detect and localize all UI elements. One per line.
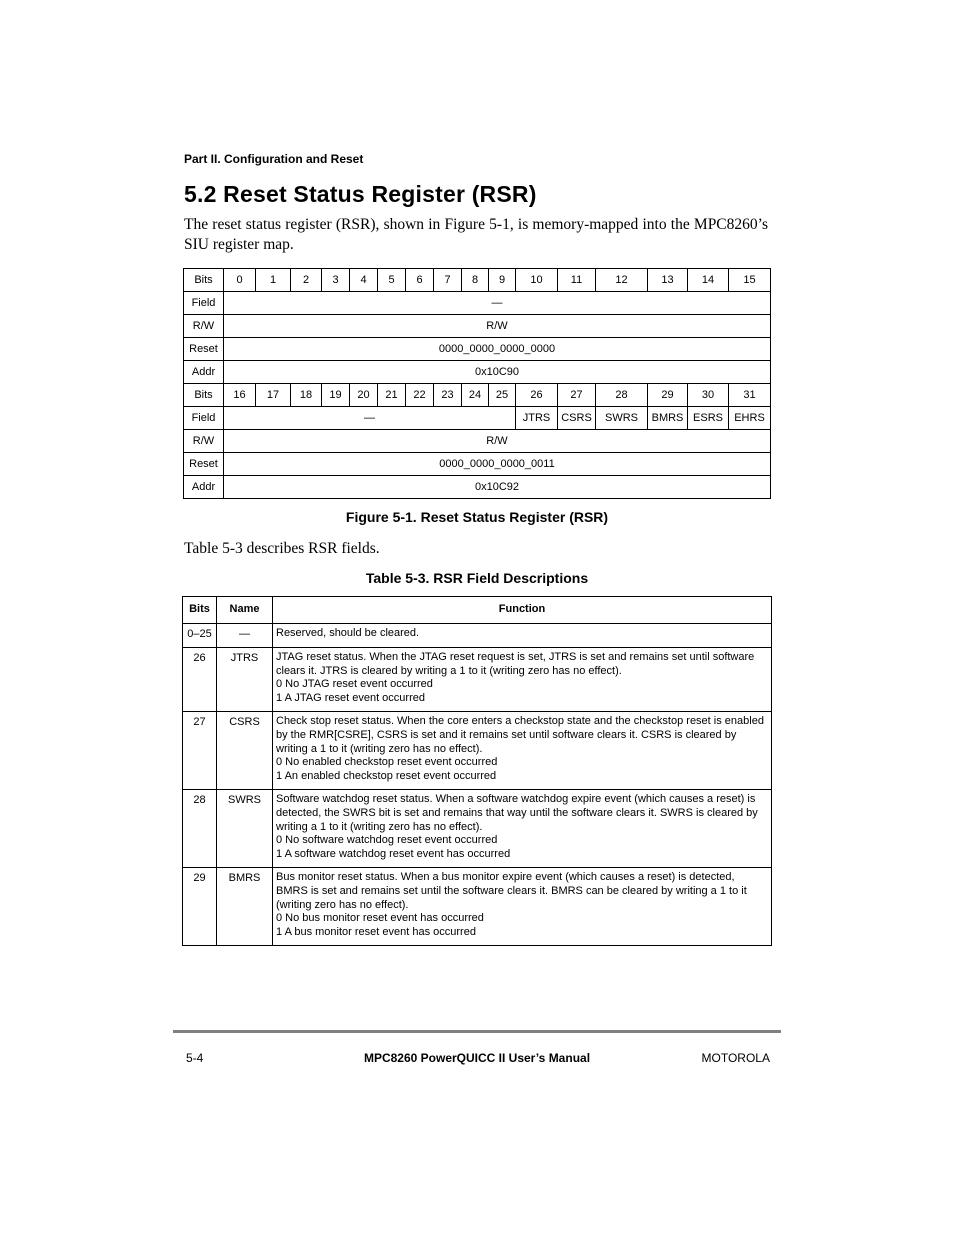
bit-number: 30 — [688, 384, 729, 407]
figure-caption: Figure 5-1. Reset Status Register (RSR) — [345, 509, 609, 525]
table-row — [183, 647, 772, 711]
value-one-description: 1 An enabled checkstop reset event occurred — [276, 770, 497, 783]
table-row — [183, 624, 772, 648]
table-reference-text: Table 5-3 describes RSR fields. — [184, 540, 380, 557]
name-cell: — — [217, 624, 273, 648]
table-header-row — [183, 597, 772, 624]
bit-number: 11 — [558, 269, 596, 292]
function-description: Software watchdog reset status. When a software watchdog expire event (which causes a reset) is detected, the SWRS bit is set and remains that way until the software clears it. SWRS is cleared by writing a 1 to it (writing zero has no effect). — [276, 792, 758, 833]
lower-reset-row — [184, 453, 771, 476]
reserved-field: — — [224, 292, 771, 315]
register-diagram — [183, 268, 771, 499]
lower-addr-row — [184, 476, 771, 499]
field-bmrs: BMRS — [648, 407, 688, 430]
row-label: Field — [184, 407, 224, 430]
bits-cell: 27 — [183, 711, 217, 789]
bit-number: 5 — [378, 269, 406, 292]
bit-number: 3 — [322, 269, 350, 292]
row-label: Addr — [184, 361, 224, 384]
bits-cell: 26 — [183, 647, 217, 711]
bit-number: 10 — [516, 269, 558, 292]
bit-number: 6 — [406, 269, 434, 292]
row-label: Reset — [184, 338, 224, 361]
table-row — [183, 789, 772, 867]
bit-number: 7 — [434, 269, 462, 292]
row-label: Bits — [184, 384, 224, 407]
bit-number: 18 — [291, 384, 322, 407]
function-cell — [273, 867, 772, 945]
bit-number: 28 — [596, 384, 648, 407]
page-number: 5-4 — [186, 1051, 204, 1065]
bit-number: 20 — [350, 384, 378, 407]
column-header-name: Name — [217, 597, 273, 624]
name-cell: BMRS — [217, 867, 273, 945]
upper-field-row — [184, 292, 771, 315]
bits-cell: 28 — [183, 789, 217, 867]
field-jtrs: JTRS — [516, 407, 558, 430]
upper-rw-row — [184, 315, 771, 338]
function-cell — [273, 789, 772, 867]
function-cell — [273, 647, 772, 711]
bit-number: 17 — [256, 384, 291, 407]
lower-rw-row — [184, 430, 771, 453]
row-label: Field — [184, 292, 224, 315]
bit-number: 31 — [729, 384, 771, 407]
manual-title: MPC8260 PowerQUICC II User’s Manual — [363, 1051, 591, 1065]
bit-number: 29 — [648, 384, 688, 407]
bit-number: 26 — [516, 384, 558, 407]
bit-number: 12 — [596, 269, 648, 292]
row-label: Bits — [184, 269, 224, 292]
field-descriptions-table — [182, 596, 772, 946]
lower-field-row — [184, 407, 771, 430]
bit-number: 14 — [688, 269, 729, 292]
bit-number: 9 — [489, 269, 516, 292]
value-one-description: 1 A JTAG reset event occurred — [276, 692, 425, 705]
upper-addr-row — [184, 361, 771, 384]
field-swrs: SWRS — [596, 407, 648, 430]
value-one-description: 1 A software watchdog reset event has occurred — [276, 848, 511, 861]
bit-number: 2 — [291, 269, 322, 292]
lower-bits-row — [184, 384, 771, 407]
column-header-bits: Bits — [183, 597, 217, 624]
bit-number: 8 — [462, 269, 489, 292]
bit-number: 25 — [489, 384, 516, 407]
reserved-field: — — [224, 407, 516, 430]
rw-value: R/W — [224, 315, 771, 338]
upper-bits-row — [184, 269, 771, 292]
function-description: Bus monitor reset status. When a bus monitor expire event (which causes a reset) is detected, BMRS is set and remains set until the software clears it. BMRS can be cleared by writing a 1 to it (writing zero has no effect). — [276, 870, 747, 911]
function-cell — [273, 624, 772, 648]
bits-cell: 29 — [183, 867, 217, 945]
name-cell: CSRS — [217, 711, 273, 789]
function-description: Check stop reset status. When the core enters a checkstop state and the checkstop reset is enabled by the RMR[CSRE], CSRS is set and it remains set until software clears it. CSRS is cleared by writing a 1 to it (writing zero has no effect). — [276, 714, 764, 755]
intro-paragraph: The reset status register (RSR), shown in Figure 5-1, is memory-mapped into the MPC8260’s SIU register map. — [184, 216, 768, 253]
field-ehrs: EHRS — [729, 407, 771, 430]
bit-number: 13 — [648, 269, 688, 292]
footer-rule — [173, 1030, 781, 1033]
row-label: R/W — [184, 315, 224, 338]
column-header-function: Function — [273, 597, 772, 624]
bit-number: 1 — [256, 269, 291, 292]
function-cell — [273, 711, 772, 789]
row-label: R/W — [184, 430, 224, 453]
bit-number: 4 — [350, 269, 378, 292]
bit-number: 19 — [322, 384, 350, 407]
field-esrs: ESRS — [688, 407, 729, 430]
rw-value: R/W — [224, 430, 771, 453]
bit-number: 24 — [462, 384, 489, 407]
value-zero-description: 0 No bus monitor reset event has occurred — [276, 912, 484, 925]
running-header: Part II. Configuration and Reset — [184, 152, 364, 166]
section-title: 5.2 Reset Status Register (RSR) — [184, 181, 537, 207]
bit-number: 21 — [378, 384, 406, 407]
field-csrs: CSRS — [558, 407, 596, 430]
row-label: Reset — [184, 453, 224, 476]
value-one-description: 1 A bus monitor reset event has occurred — [276, 926, 476, 939]
bit-number: 22 — [406, 384, 434, 407]
function-description: JTAG reset status. When the JTAG reset request is set, JTRS is set and remains set until software clears it. JTRS is cleared by writing a 1 to it (writing zero has no effect). — [276, 650, 755, 677]
upper-reset-row — [184, 338, 771, 361]
bits-cell: 0–25 — [183, 624, 217, 648]
row-label: Addr — [184, 476, 224, 499]
function-description: Reserved, should be cleared. — [276, 627, 420, 639]
bit-number: 23 — [434, 384, 462, 407]
reset-value: 0000_0000_0000_0011 — [224, 453, 771, 476]
value-zero-description: 0 No JTAG reset event occurred — [276, 678, 433, 691]
bit-number: 16 — [224, 384, 256, 407]
table-row — [183, 711, 772, 789]
bit-number: 15 — [729, 269, 771, 292]
address-value: 0x10C92 — [224, 476, 771, 499]
bit-number: 0 — [224, 269, 256, 292]
address-value: 0x10C90 — [224, 361, 771, 384]
table-caption: Table 5-3. RSR Field Descriptions — [365, 570, 589, 586]
value-zero-description: 0 No enabled checkstop reset event occurred — [276, 756, 498, 769]
value-zero-description: 0 No software watchdog reset event occurred — [276, 834, 498, 847]
name-cell: JTRS — [217, 647, 273, 711]
company-name: MOTOROLA — [701, 1051, 770, 1065]
reset-value: 0000_0000_0000_0000 — [224, 338, 771, 361]
table-row — [183, 867, 772, 945]
name-cell: SWRS — [217, 789, 273, 867]
bit-number: 27 — [558, 384, 596, 407]
